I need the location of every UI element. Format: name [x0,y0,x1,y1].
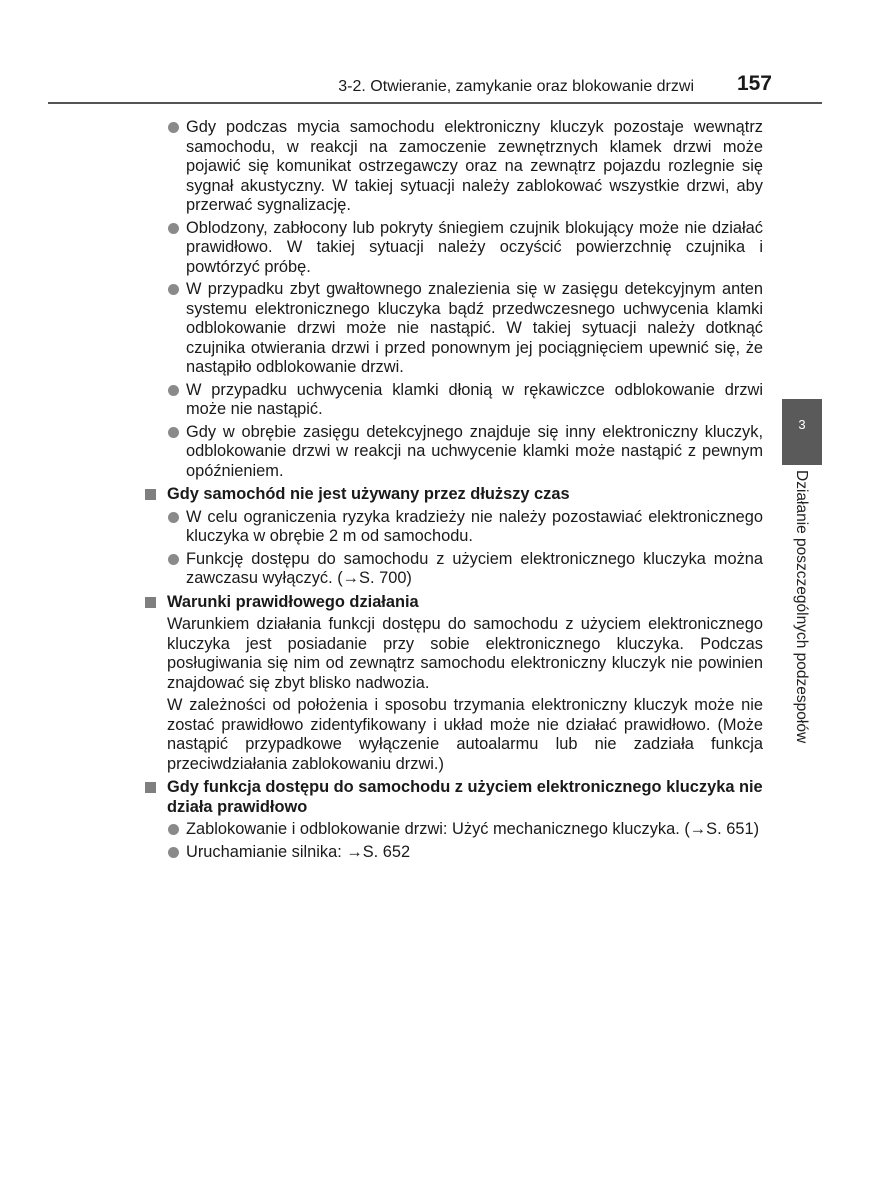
section-heading [144,778,763,817]
section-heading [144,485,763,505]
bullet-text: Zablokowanie i odblokowanie drzwi: Użyć mechanicznego kluczyka. (→S. 651) [186,820,760,838]
bullet-dot-icon [168,284,179,295]
bullet-text: Funkcję dostępu do samochodu z użyciem elektronicznego kluczyka można zawczasu wyłączyć. (→S. 700) [186,549,763,587]
bullet-dot-icon [168,824,179,835]
list-item [144,423,763,482]
bullet-text: W przypadku uchwycenia klamki dłonią w rękawiczce odblokowanie drzwi może nie nastąpić. [186,380,763,418]
paragraph: Warunkiem działania funkcji dostępu do samochodu z użyciem elektronicznego kluczyka jest posiadanie przy sobie elektronicznego kluczyka. Podczas posługiwania się nim od zewnątrz samochodu elektroniczny kluczyk nie powinien znajdować się zbyt blisko nadwozia. [167,615,763,692]
bullet-dot-icon [168,847,179,858]
chapter-side-label [782,470,822,790]
chapter-tab [782,399,822,465]
list-item [144,280,763,378]
bullet-text: Oblodzony, zabłocony lub pokryty śniegiem czujnik blokujący może nie działać prawidłowo. W takiej sytuacji należy oczyścić powierzchnię czujnika i powtórzyć próbę. [186,218,763,276]
list-item [144,219,763,278]
bullet-text: Gdy w obrębie zasięgu detekcyjnego znajduje się inny elektroniczny kluczyk, odblokowanie drzwi w reakcji na uchwycenie klamki może nastąpić z pewnym opóźnieniem. [186,422,763,480]
list-item [144,381,763,420]
bullet-dot-icon [168,554,179,565]
bullet-dot-icon [168,122,179,133]
header-divider [48,102,822,104]
bullet-text: Gdy podczas mycia samochodu elektroniczny kluczyk pozostaje wewnątrz samochodu, w reakcji na zamoczenie zewnętrznych klamek drzwi może pojawić się komunikat ostrzegawczy oraz na zewnątrz pojazdu rozlegnie się sygnał akustyczny. W takiej sytuacji należy zablokować wszystkie drzwi, aby przerwać sygnalizację. [186,118,763,214]
list-item [144,820,763,840]
section-heading [144,593,763,613]
bullet-dot-icon [168,427,179,438]
page-header [48,70,822,103]
bullet-text: W przypadku zbyt gwałtownego znalezienia się w zasięgu detekcyjnym anten systemu elektronicznego kluczyka bądź przedwczesnego uchwycenia klamki odblokowanie drzwi może nie nastąpić. W takiej sytuacji należy dotknąć czujnika otwierania drzwi i przed ponownym jej pociągnięciem upewnić się, że nastąpiło odblokowanie drzwi. [186,280,763,376]
list-item [144,508,763,547]
section-title: Warunki prawidłowego działania [167,592,419,611]
chapter-side-label-text: Działanie poszczególnych podzespołów [793,470,810,744]
bullet-dot-icon [168,512,179,523]
bullet-text: Uruchamianie silnika: →S. 652 [186,842,411,861]
list-item [144,843,763,863]
chapter-tab-number: 3 [798,417,806,432]
bullet-dot-icon [168,223,179,234]
section-title: Gdy funkcja dostępu do samochodu z użyciem elektronicznego kluczyka nie działa prawidłowo [167,778,763,816]
chapter-title: 3-2. Otwieranie, zamykanie oraz blokowanie drzwi [338,78,694,95]
section-title: Gdy samochód nie jest używany przez dłuższy czas [167,485,570,503]
section-square-icon [145,489,156,500]
section-square-icon [145,597,156,608]
list-item [144,550,763,589]
page-content [144,118,763,865]
list-item [144,118,763,216]
bullet-text: W celu ograniczenia ryzyka kradzieży nie należy pozostawiać elektronicznego kluczyka w obrębie 2 m od samochodu. [186,507,763,545]
page-number: 157 [736,72,772,95]
paragraph: W zależności od położenia i sposobu trzymania elektroniczny kluczyk może nie zostać prawidłowo zidentyfikowany i układ może nie działać prawidłowo. (Może nastąpić przypadkowe wyłączenie autoalarmu lub nie zadziała funkcja przeciwdziałania zablokowaniu drzwi.) [167,696,763,773]
bullet-dot-icon [168,385,179,396]
section-square-icon [145,782,156,793]
